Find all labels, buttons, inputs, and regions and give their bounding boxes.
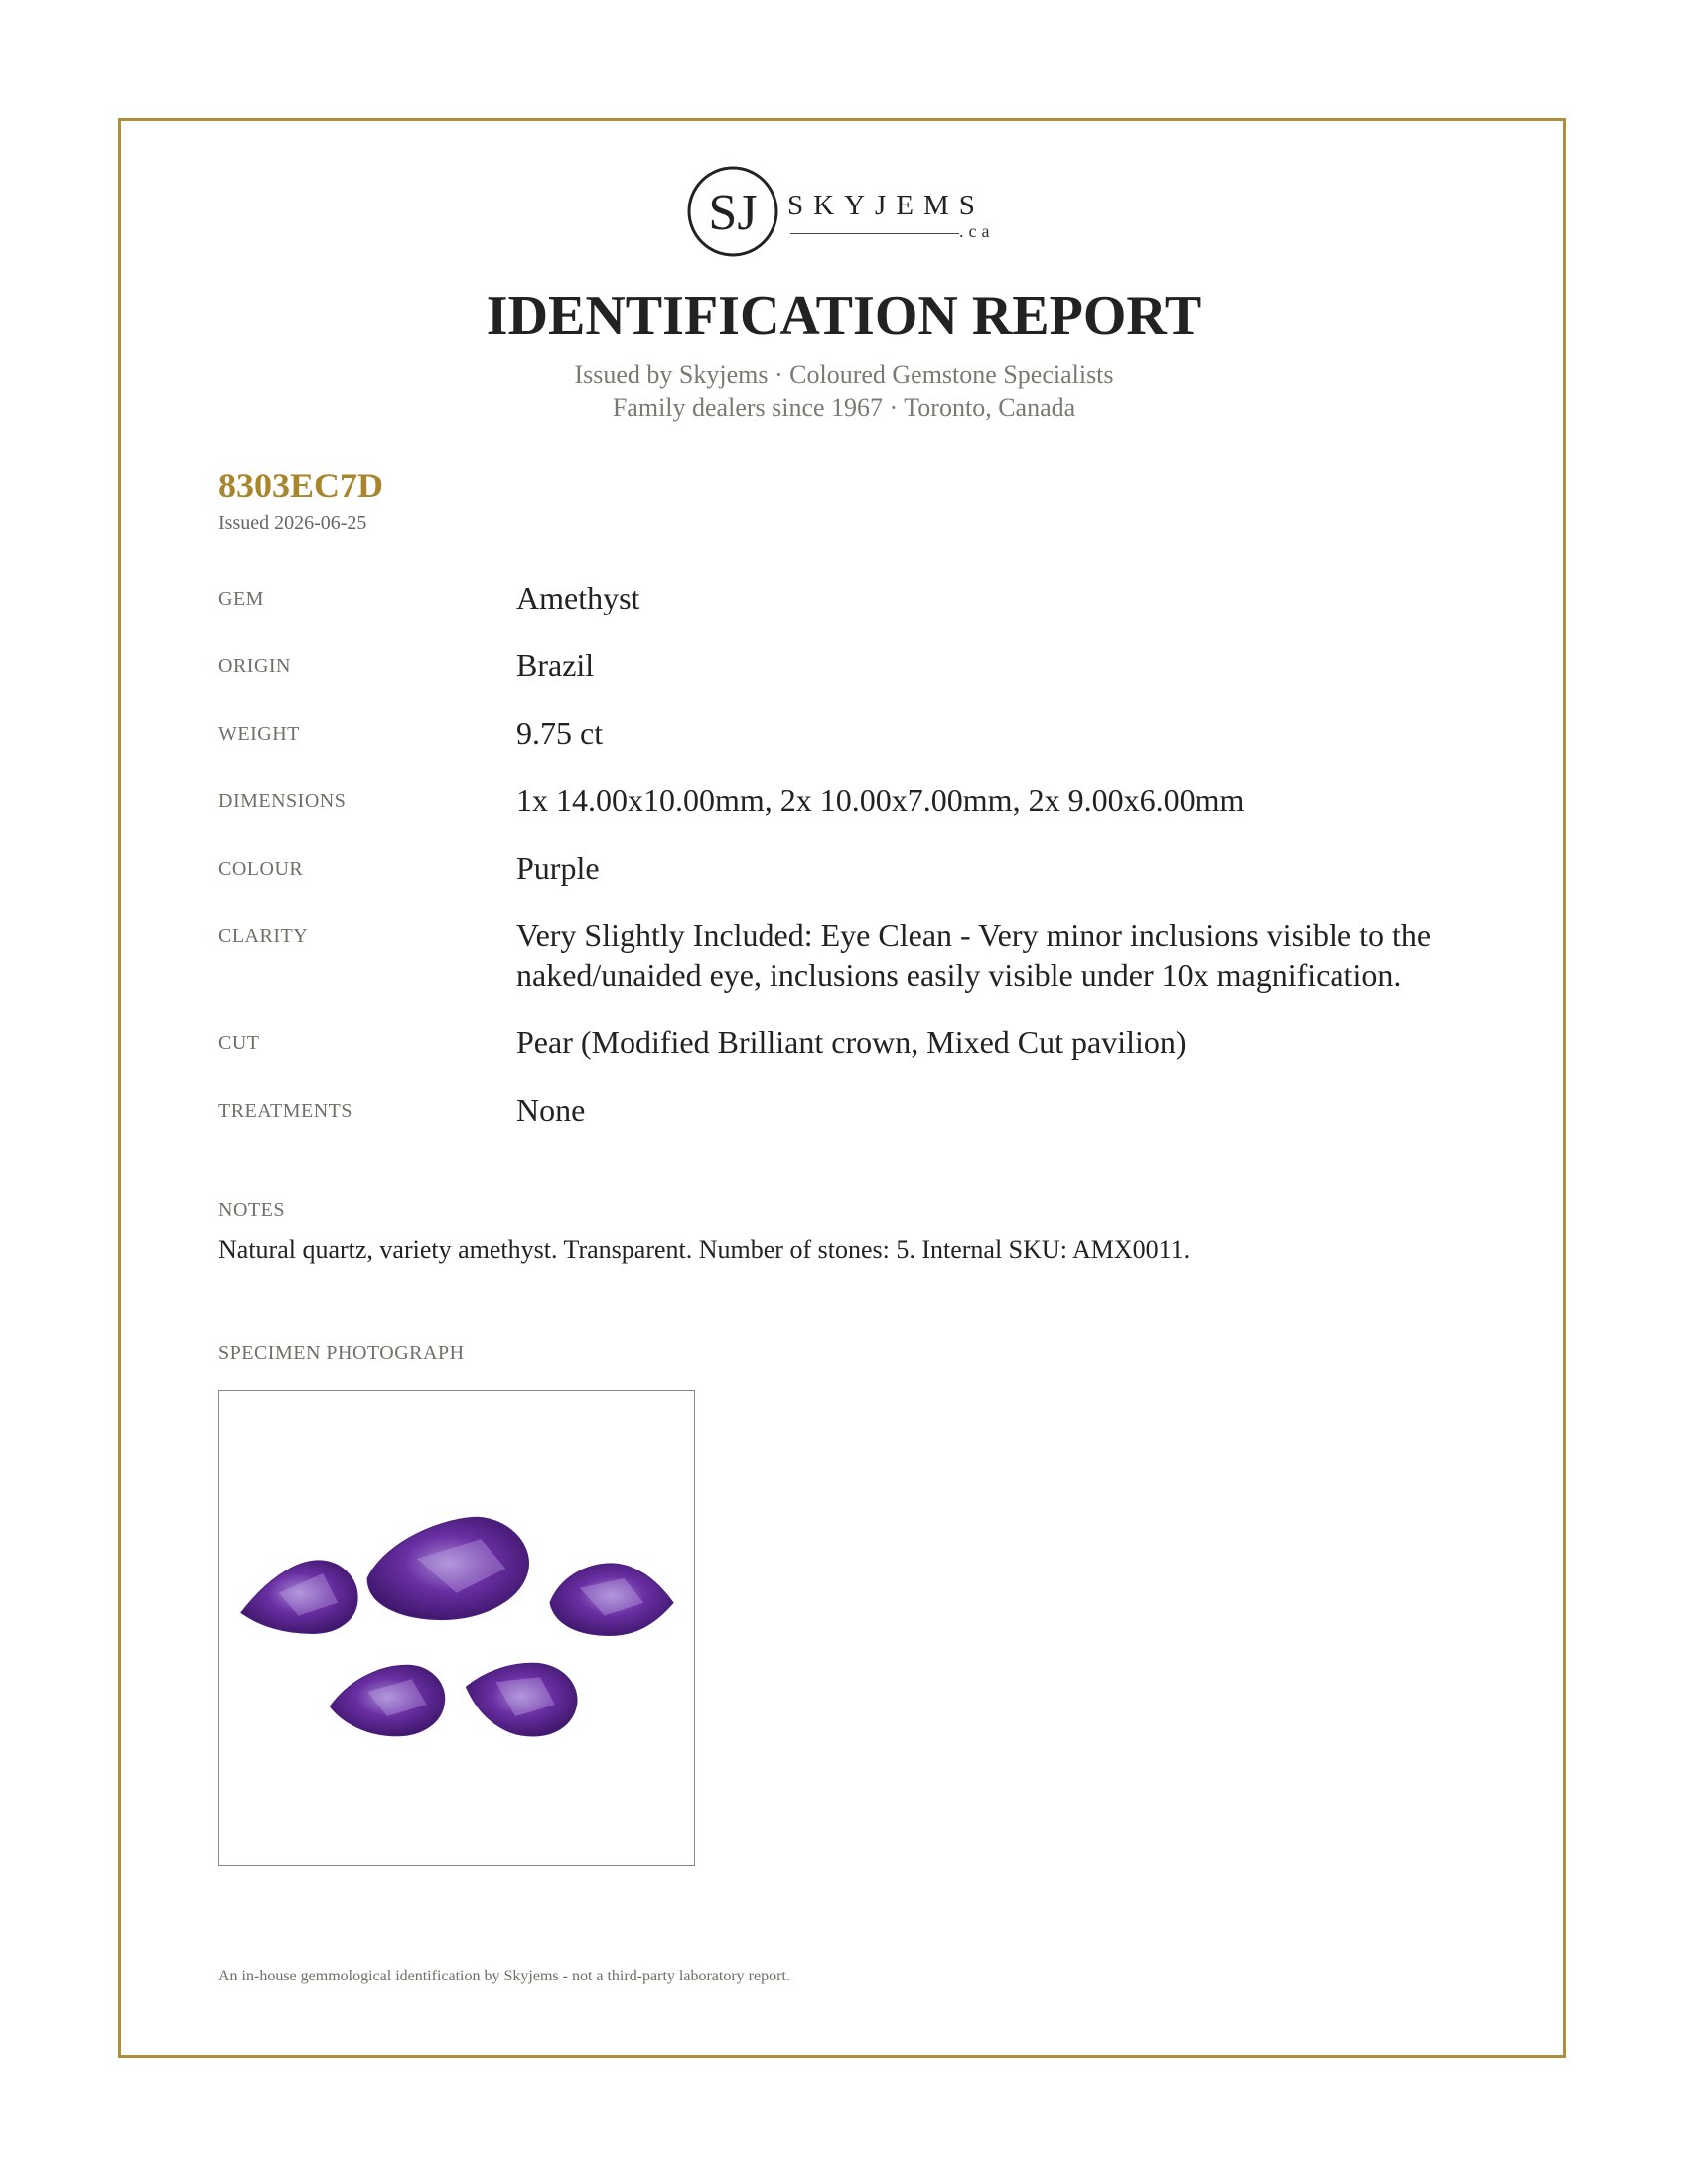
report-id: 8303EC7D bbox=[218, 466, 384, 505]
issue-date: Issued 2026-06-25 bbox=[218, 512, 367, 534]
field-value: Brazil bbox=[516, 647, 595, 683]
photo-label: SPECIMEN PHOTOGRAPH bbox=[218, 1342, 465, 1364]
brand-rule bbox=[790, 233, 959, 234]
report-title: IDENTIFICATION REPORT bbox=[486, 285, 1202, 346]
field-value: None bbox=[516, 1092, 586, 1128]
field-label: TREATMENTS bbox=[218, 1100, 352, 1122]
dealer-line: Family dealers since 1967 · Toronto, Canada bbox=[612, 393, 1076, 422]
brand-name: SKYJEMS bbox=[787, 190, 985, 221]
disclaimer: An in-house gemmological identification by Skyjems - not a third-party laboratory report. bbox=[218, 1968, 790, 1984]
sj-monogram-icon bbox=[685, 164, 780, 259]
field-label: COLOUR bbox=[218, 858, 304, 880]
field-value: Purple bbox=[516, 850, 600, 886]
field-label: CLARITY bbox=[218, 925, 309, 947]
skyjems-logo bbox=[685, 164, 1013, 263]
specimen-photograph bbox=[218, 1390, 695, 1866]
field-label: WEIGHT bbox=[218, 723, 300, 745]
field-value: Amethyst bbox=[516, 580, 640, 615]
svg-text:SJ: SJ bbox=[708, 185, 758, 241]
notes-text: Natural quartz, variety amethyst. Transparent. Number of stones: 5. Internal SKU: AMX0011. bbox=[218, 1235, 1191, 1264]
field-value: Pear (Modified Brilliant crown, Mixed Cut pavilion) bbox=[516, 1024, 1187, 1060]
field-label: DIMENSIONS bbox=[218, 790, 347, 812]
field-label: ORIGIN bbox=[218, 655, 291, 677]
field-label: CUT bbox=[218, 1032, 260, 1054]
notes-label: NOTES bbox=[218, 1199, 285, 1221]
field-value: Very Slightly Included: Eye Clean - Very minor inclusions visible to the naked/unaided eye, inclusions easily visible under 10x magnification. bbox=[516, 917, 1432, 993]
issuer-line: Issued by Skyjems · Coloured Gemstone Specialists bbox=[574, 360, 1114, 389]
brand-domain: .ca bbox=[959, 221, 995, 241]
field-value: 9.75 ct bbox=[516, 715, 604, 751]
amethyst-stones-image bbox=[219, 1391, 693, 1864]
field-label: GEM bbox=[218, 588, 264, 610]
field-value: 1x 14.00x10.00mm, 2x 10.00x7.00mm, 2x 9.00x6.00mm bbox=[516, 782, 1245, 818]
